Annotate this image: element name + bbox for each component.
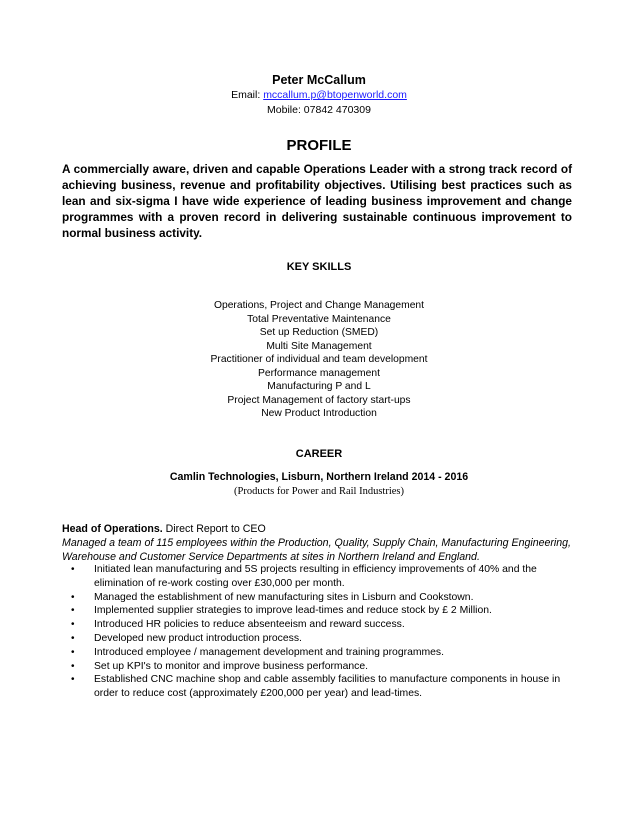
mobile-line: Mobile: 07842 470309 xyxy=(267,104,371,116)
skill-item: New Product Introduction xyxy=(261,408,377,419)
email-link[interactable]: mccallum.p@btopenworld.com xyxy=(263,89,407,101)
bullet-icon: • xyxy=(71,674,75,686)
achievement-item: • Set up KPI's to monitor and improve business performance. xyxy=(71,660,369,672)
career-heading: CAREER xyxy=(295,448,343,460)
achievement-item: • Introduced employee / management development and training programmes. xyxy=(71,646,445,658)
team-summary: Managed a team of 115 employees within the Production, Quality, Supply Chain, Manufacturing Engineering, Warehouse and Customer Service Departments at sites in Northern Ireland and England. xyxy=(62,537,571,563)
achievement-item: • Developed new product introduction process. xyxy=(71,632,302,644)
achievement-item: • Initiated lean manufacturing and 5S projects resulting in efficiency improvements of 40% and the elimination of re-work costing over £30,000 per month. xyxy=(71,564,537,589)
company-line: Camlin Technologies, Lisburn, Northern Ireland 2014 - 2016 xyxy=(169,471,469,483)
skill-item: Practitioner of individual and team development xyxy=(210,354,428,365)
bullet-icon: • xyxy=(71,632,75,644)
skill-item: Manufacturing P and L xyxy=(267,381,371,392)
skill-item: Multi Site Management xyxy=(266,340,372,352)
email-label: Email: xyxy=(231,89,264,101)
achievement-item: • Introduced HR policies to reduce absenteeism and reward success. xyxy=(71,619,405,631)
company-description: (Products for Power and Rail Industries) xyxy=(233,486,404,497)
profile-heading: PROFILE xyxy=(286,137,352,154)
bullet-icon: • xyxy=(71,619,75,631)
skill-item: Project Management of factory start-ups xyxy=(227,394,411,406)
skill-item: Operations, Project and Change Management xyxy=(213,300,425,311)
achievement-item: • Implemented supplier strategies to improve lead-times and reduce stock by £ 2 Million. xyxy=(71,605,492,617)
bullet-icon: • xyxy=(71,591,75,603)
achievement-item: • Established CNC machine shop and cable assembly facilities to manufacture components in house in order to reduce cost (approximately £200,000 per year) and lead-times. xyxy=(71,674,561,700)
role-title: Head of Operations. xyxy=(62,523,163,535)
bullet-icon: • xyxy=(71,564,75,575)
skill-item: Performance management xyxy=(258,367,380,379)
bullet-icon: • xyxy=(71,660,75,672)
achievements-list xyxy=(62,563,582,701)
skill-item: Set up Reduction (SMED) xyxy=(259,327,379,338)
skill-item: Total Preventative Maintenance xyxy=(247,313,391,325)
candidate-name: Peter McCallum xyxy=(272,73,366,87)
email-line xyxy=(0,89,638,101)
achievement-item: • Managed the establishment of new manufacturing sites in Lisburn and Cookstown. xyxy=(71,591,474,603)
key-skills-list xyxy=(0,299,638,421)
role-report: Direct Report to CEO xyxy=(162,523,266,535)
key-skills-heading: KEY SKILLS xyxy=(286,261,352,273)
role-line xyxy=(62,523,582,535)
bullet-icon: • xyxy=(71,605,75,617)
bullet-icon: • xyxy=(71,646,75,658)
profile-summary: A commercially aware, driven and capable Operations Leader with a strong track record of achieving business, revenue and profitability objectives. Utilising best practices such as lean and six-sigma I have wide experience of leading business improvement and change programmes with a proven record in delivering sustainable continuous improvement to normal business activity. xyxy=(62,162,572,240)
